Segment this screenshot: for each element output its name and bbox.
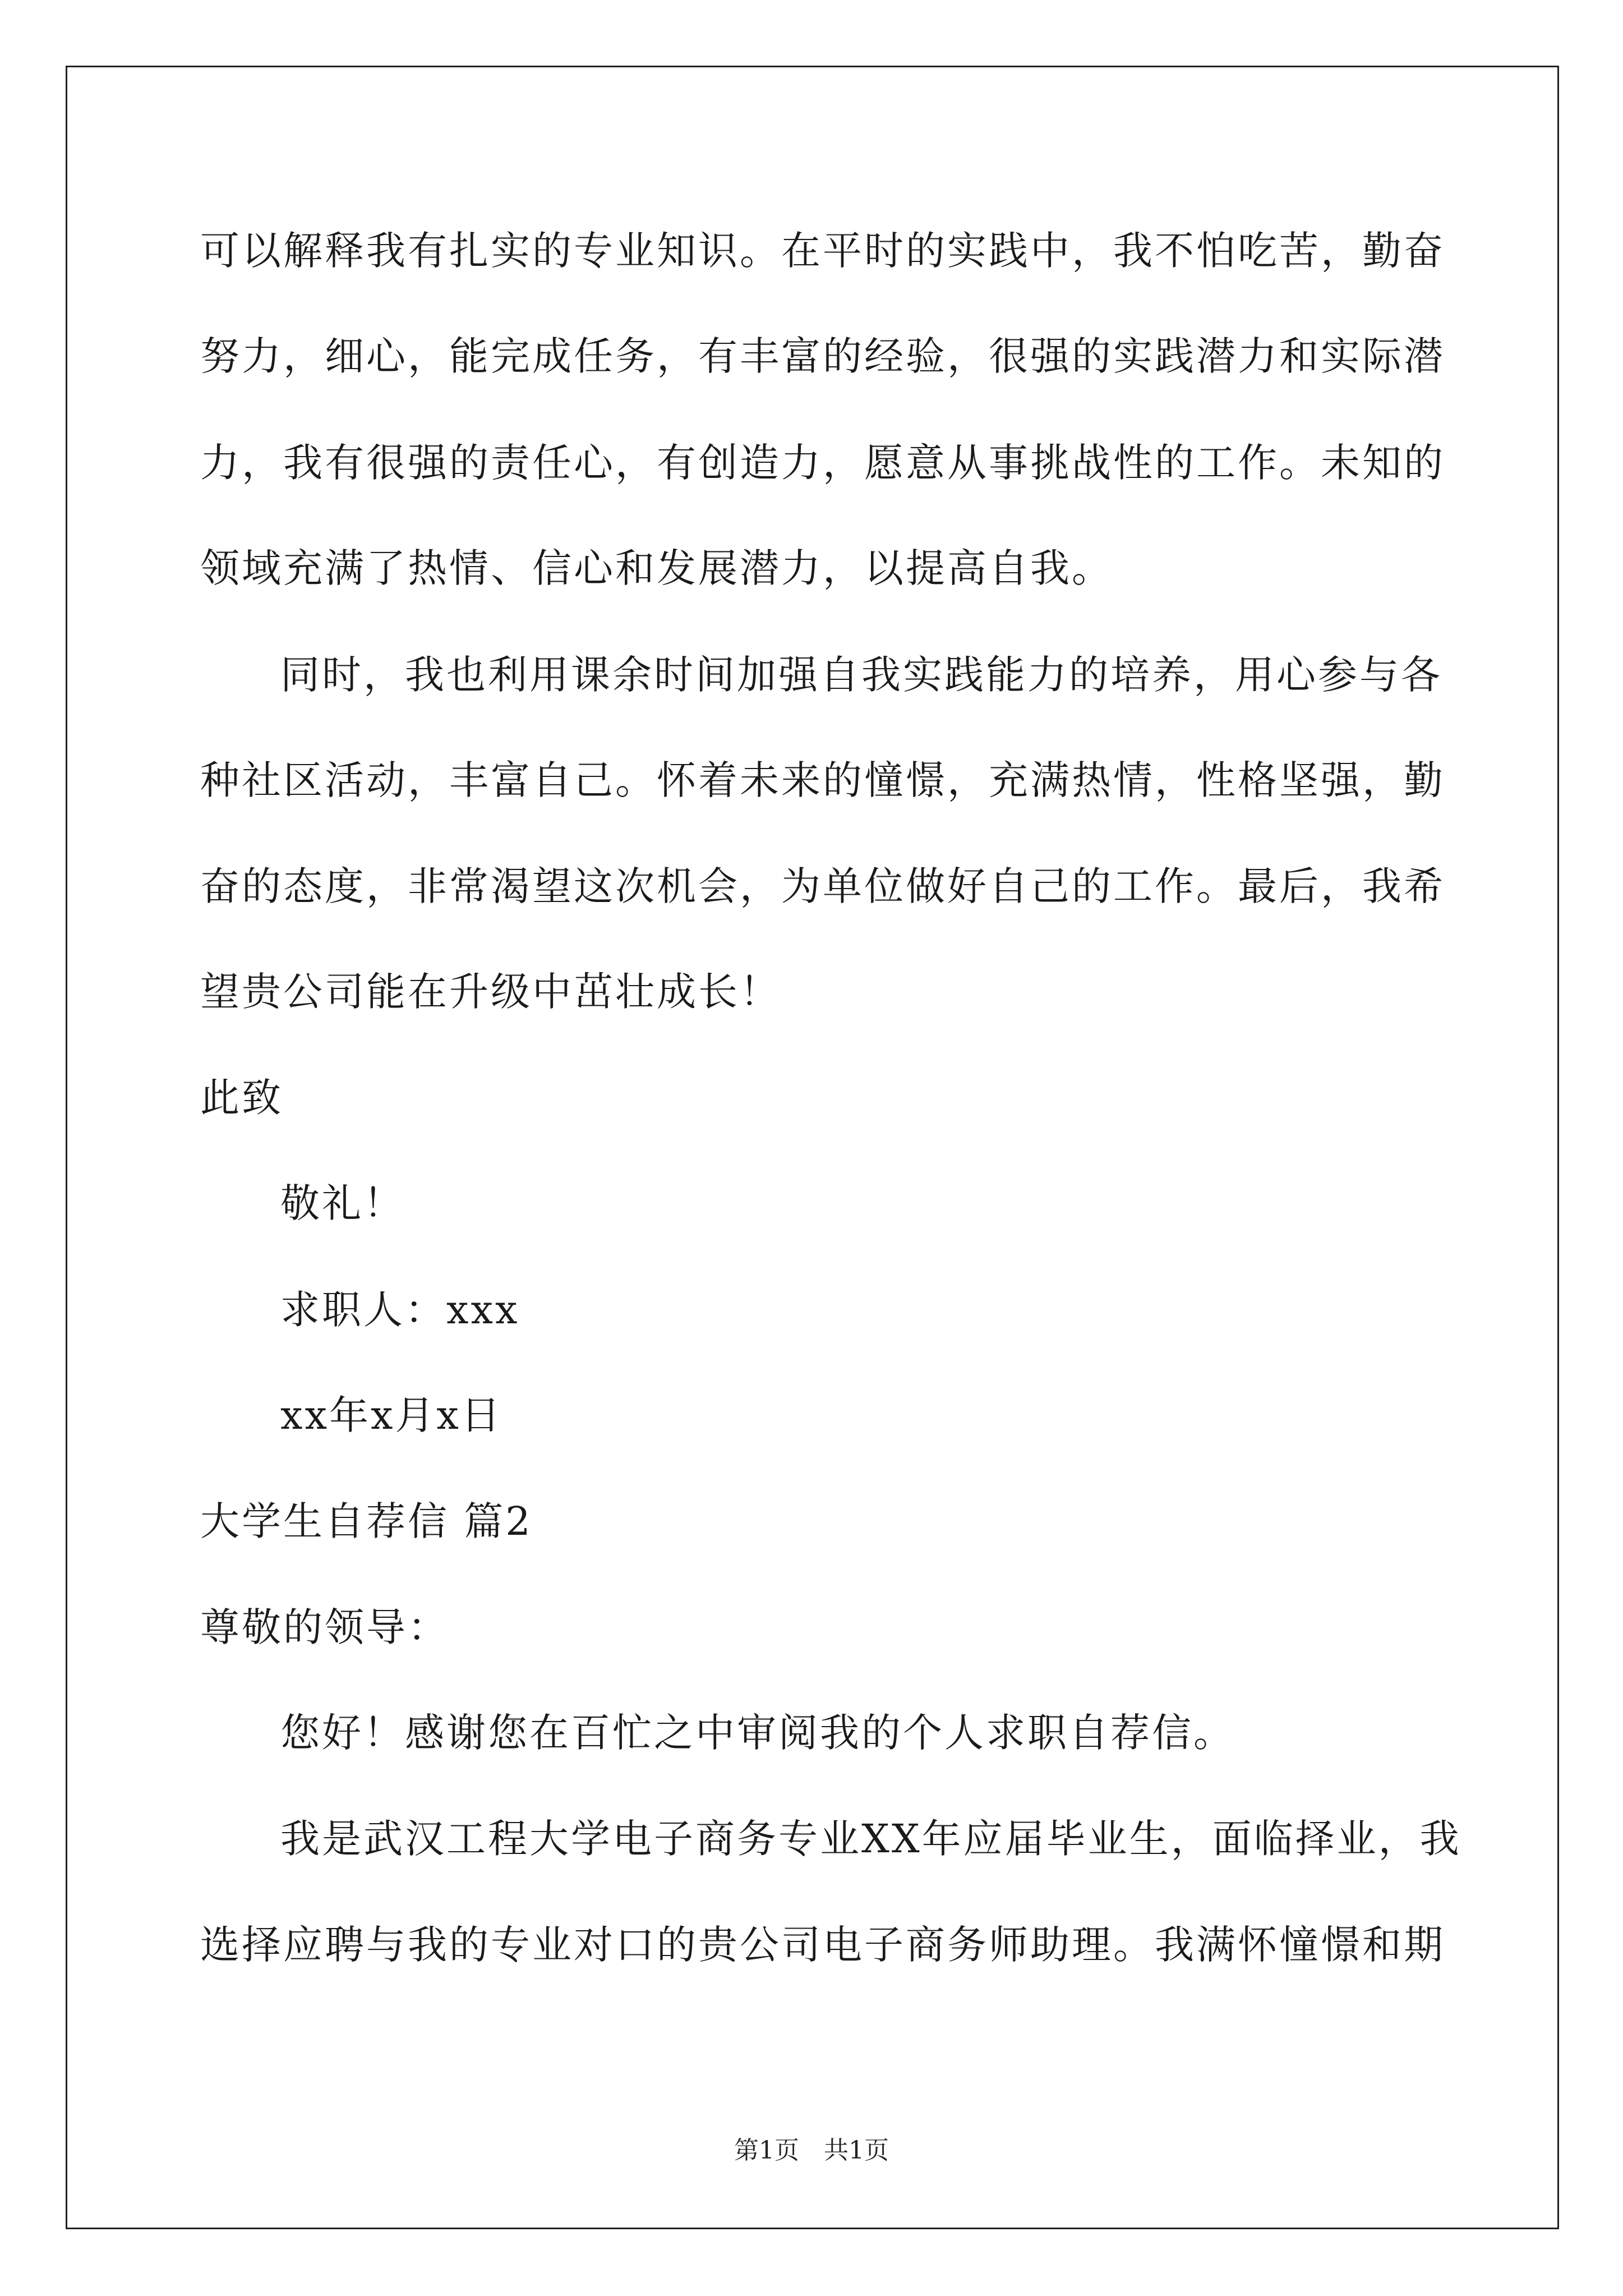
paragraph-line: 望贵公司能在升级中茁壮成长！ — [200, 969, 781, 1015]
paragraph-line: 选择应聘与我的专业对口的贵公司电子商务师助理。我满怀憧憬和期 — [200, 1922, 1445, 1968]
paragraph-line: 同时，我也利用课余时间加强自我实践能力的培养，用心参与各 — [280, 652, 1442, 698]
letter-date: xx年x月x日 — [280, 1392, 502, 1438]
paragraph-line: 您好！感谢您在百忙之中审阅我的个人求职自荐信。 — [280, 1710, 1235, 1756]
page-footer: 第1页 共1页 — [734, 2136, 889, 2165]
letter-greeting: 尊敬的领导： — [200, 1604, 449, 1650]
section-heading: 大学生自荐信 篇2 — [200, 1498, 533, 1544]
salutation-closing: 敬礼！ — [280, 1180, 405, 1226]
paragraph-line: 努力，细心，能完成任务，有丰富的经验，很强的实践潜力和实际潜 — [200, 333, 1445, 379]
paragraph-line: 可以解释我有扎实的专业知识。在平时的实践中，我不怕吃苦，勤奋 — [200, 228, 1445, 274]
paragraph-line: 种社区活动，丰富自己。怀着未来的憧憬，充满热情，性格坚强，勤 — [200, 757, 1445, 803]
page-border — [66, 66, 1559, 2229]
closing-phrase: 此致 — [200, 1075, 283, 1121]
paragraph-line: 领域充满了热情、信心和发展潜力，以提高自我。 — [200, 545, 1113, 591]
paragraph-line: 奋的态度，非常渴望这次机会，为单位做好自己的工作。最后，我希 — [200, 863, 1445, 909]
applicant-signature: 求职人：xxx — [280, 1287, 520, 1333]
paragraph-line: 我是武汉工程大学电子商务专业XX年应届毕业生，面临择业，我 — [280, 1816, 1461, 1862]
paragraph-line: 力，我有很强的责任心，有创造力，愿意从事挑战性的工作。未知的 — [200, 440, 1445, 486]
